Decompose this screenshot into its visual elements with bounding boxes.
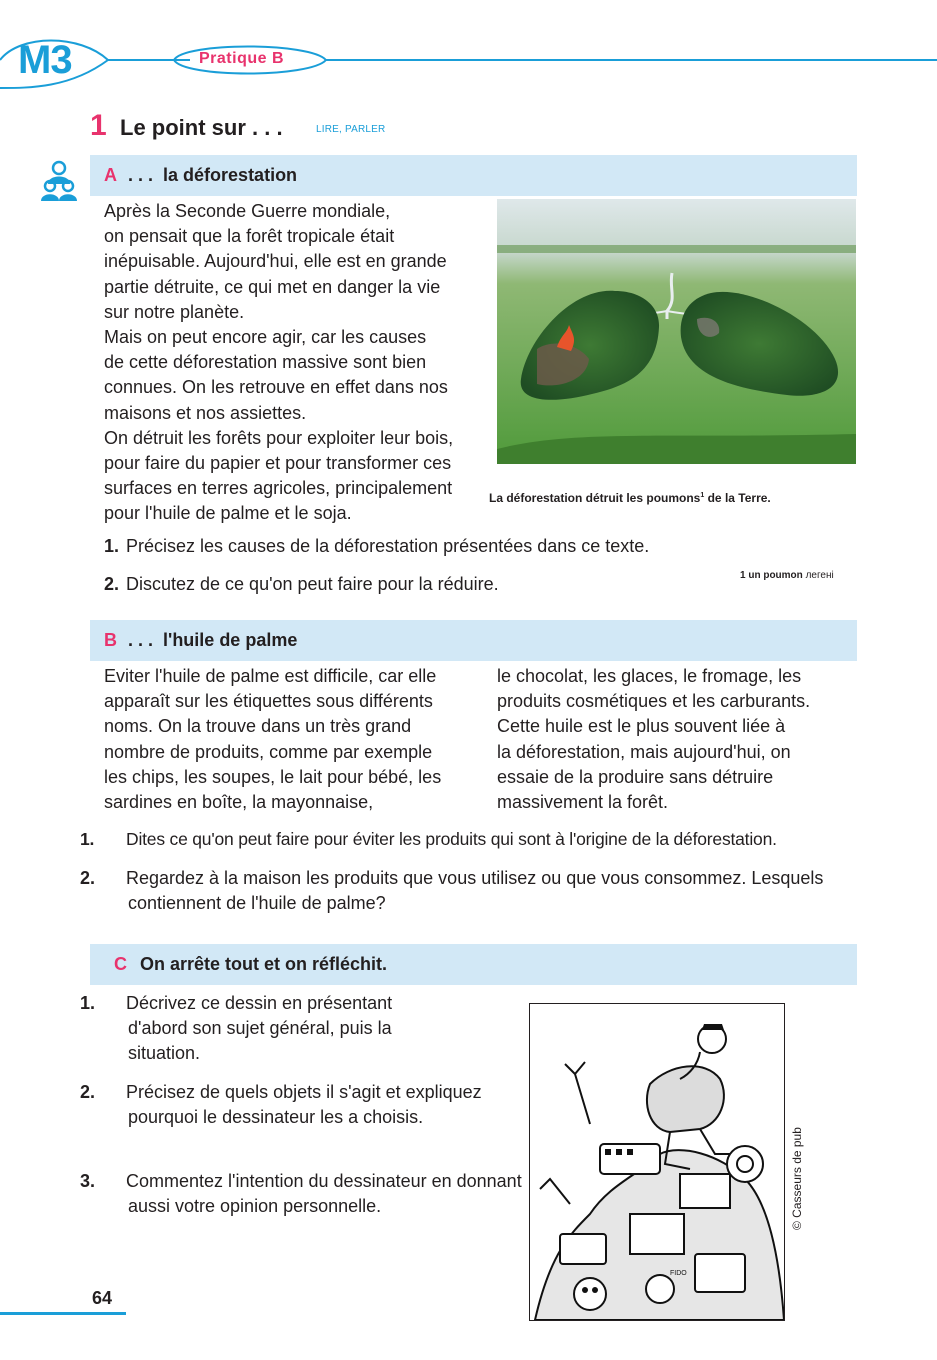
photo-caption	[489, 491, 771, 505]
caption-text-end: de la Terre.	[704, 491, 771, 505]
text-line: les chips, les soupes, le lait pour bébé, les	[104, 766, 442, 787]
part-a-banner	[90, 155, 857, 196]
text-line: produits cosmétiques et les carburants.	[497, 691, 811, 712]
unit-code: M3	[18, 38, 72, 82]
question-text: Regardez à la maison les produits que vous utilisez ou que vous consommez. Lesquels contiennent de l'huile de palme?	[126, 868, 824, 913]
question-number: 1.	[80, 993, 96, 1013]
question-number: 3.	[80, 1171, 96, 1191]
text-line: Cette huile est le plus souvent liée à	[497, 716, 786, 737]
part-c-title-text: On arrête tout et on réfléchit.	[140, 954, 388, 974]
text-line: partie détruite, ce qui met en danger la vie	[104, 276, 441, 297]
text-line: connues. On les retrouve en effet dans nos	[104, 377, 448, 398]
question-number: 2.	[80, 868, 96, 888]
footnote-term: un poumon	[748, 570, 803, 581]
footer-rule	[0, 1312, 126, 1315]
part-a-text	[104, 199, 489, 527]
text-line: la déforestation, mais aujourd'hui, on	[497, 741, 791, 762]
question-text: Discutez de ce qu'on peut faire pour la réduire.	[126, 574, 499, 594]
text-line: nombre de produits, comme par exemple	[104, 741, 433, 762]
text-line: Après la Seconde Guerre mondiale,	[104, 201, 391, 221]
forest-lungs-photo	[497, 199, 856, 464]
image-credit: © Casseurs de pub	[790, 1127, 804, 1230]
caption-text: La déforestation détruit les poumons	[489, 491, 701, 505]
part-a-letter: A	[104, 165, 117, 185]
part-c-letter: C	[114, 954, 127, 974]
part-a-question-2	[104, 572, 704, 597]
text-line: pour l'huile de palme et le soja.	[104, 503, 352, 524]
part-c-question-2	[80, 1080, 488, 1130]
text-line: apparaît sur les étiquettes sous différents	[104, 691, 433, 712]
cartoon-label: FIDO	[670, 1270, 687, 1277]
text-line: Eviter l'huile de palme est difficile, car elle	[104, 666, 437, 686]
part-b-question-1	[80, 827, 898, 852]
text-line: le chocolat, les glaces, le fromage, les	[497, 666, 802, 686]
part-c-question-1	[80, 991, 448, 1066]
text-line: noms. On la trouve dans un très grand	[104, 716, 412, 737]
section-number: 1	[90, 109, 107, 142]
text-line: sur notre planète.	[104, 301, 245, 322]
question-text: Précisez les causes de la déforestation présentées dans ce texte.	[126, 536, 650, 556]
part-b-column-1	[104, 664, 489, 815]
part-a-question-1	[104, 534, 724, 559]
text-line: inépuisable. Aujourd'hui, elle est en grande	[104, 251, 447, 272]
section-title: Le point sur . . .	[120, 115, 283, 140]
question-number: 1.	[80, 829, 95, 849]
footnote	[740, 570, 834, 581]
caption-footnote-ref: 1	[700, 492, 705, 499]
text-line: on pensait que la forêt tropicale était	[104, 226, 395, 247]
text-line: massivement la forêt.	[497, 792, 669, 813]
part-b-title-prefix: . . .	[128, 630, 154, 650]
footnote-translation: легені	[805, 570, 834, 581]
question-number: 2.	[104, 574, 120, 594]
part-a-title-text: la déforestation	[163, 165, 298, 185]
text-line: surfaces en terres agricoles, principalement	[104, 478, 453, 499]
part-a-title-prefix: . . .	[128, 165, 154, 185]
question-number: 1.	[104, 536, 120, 556]
text-line: maisons et nos assiettes.	[104, 402, 307, 423]
question-text: Dites ce qu'on peut faire pour éviter les produits qui sont à l'origine de la déforestation.	[126, 829, 777, 849]
question-number: 2.	[80, 1082, 96, 1102]
text-line: sardines en boîte, la mayonnaise,	[104, 792, 374, 813]
text-line: essaie de la produire sans détruire	[497, 766, 774, 787]
text-line: pour faire du papier et pour transformer ces	[104, 453, 452, 474]
text-line: On détruit les forêts pour exploiter leur bois,	[104, 427, 454, 448]
text-line: de cette déforestation massive sont bien	[104, 352, 427, 373]
part-c-question-3	[80, 1169, 528, 1219]
part-a-title	[128, 165, 297, 186]
part-b-title	[128, 630, 297, 651]
part-b-title-text: l'huile de palme	[163, 630, 298, 650]
question-text: Commentez l'intention du dessinateur en donnant aussi votre opinion personnelle.	[126, 1171, 522, 1216]
practice-label: Pratique B	[199, 50, 285, 67]
section-skill-tags: LIRE, PARLER	[316, 124, 386, 135]
part-b-letter: B	[104, 630, 117, 650]
question-text: Décrivez ce dessin en présentant d'abord son sujet général, puis la situation.	[126, 993, 393, 1063]
part-c-title	[140, 954, 387, 975]
part-c-banner	[90, 944, 857, 985]
question-text: Précisez de quels objets il s'agit et expliquez pourquoi le dessinateur les a choisis.	[126, 1082, 482, 1127]
page-number: 64	[92, 1288, 113, 1308]
header-decoration	[0, 20, 937, 100]
two-people-icon	[40, 160, 78, 202]
part-b-question-2	[80, 866, 828, 916]
part-b-column-2	[497, 664, 857, 815]
text-line: Mais on peut encore agir, car les causes	[104, 327, 427, 348]
thinker-cartoon	[529, 1003, 785, 1321]
footnote-number: 1	[740, 570, 746, 581]
part-b-banner	[90, 620, 857, 661]
